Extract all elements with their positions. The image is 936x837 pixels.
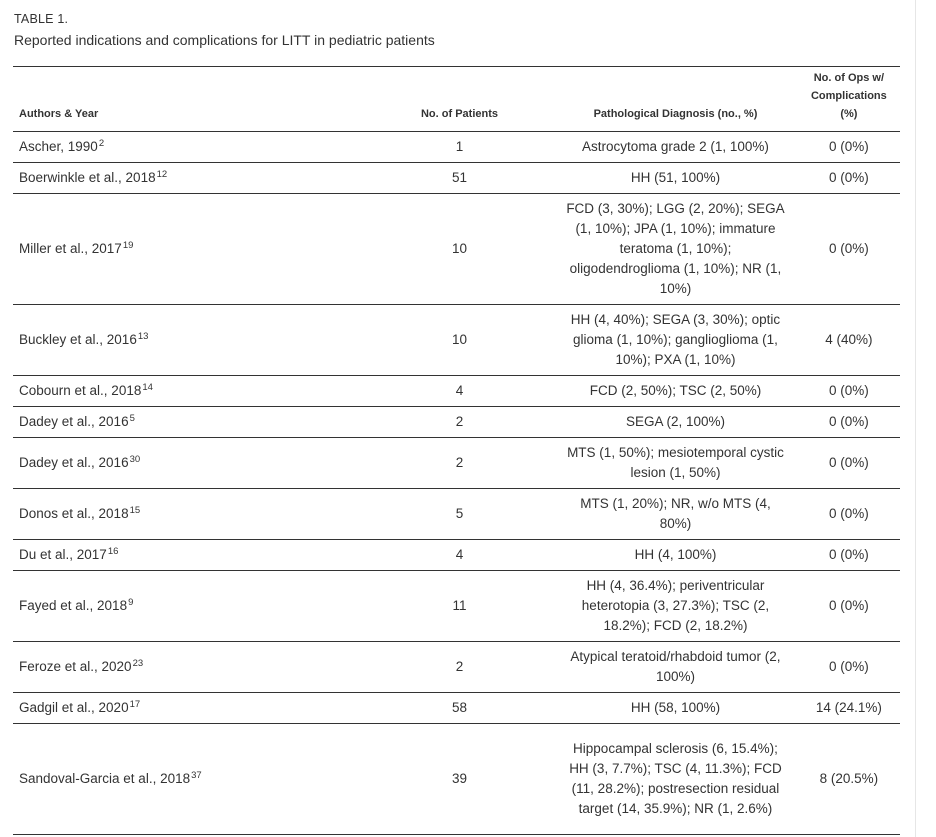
reference-superscript: 17 xyxy=(129,698,141,710)
author-text: Ascher, 1990 xyxy=(19,139,98,154)
table-row xyxy=(13,305,900,376)
table-body xyxy=(13,132,900,835)
cell-patients: 4 xyxy=(366,376,553,407)
table-caption xyxy=(14,12,435,48)
table-row xyxy=(13,163,900,194)
cell-diagnosis: MTS (1, 20%); NR, w/o MTS (4, 80%) xyxy=(553,489,798,540)
cell-complications: 0 (0%) xyxy=(798,407,900,438)
cell-diagnosis: SEGA (2, 100%) xyxy=(553,407,798,438)
author-text: Cobourn et al., 2018 xyxy=(19,383,142,398)
cell-complications: 0 (0%) xyxy=(798,132,900,163)
cell-diagnosis: HH (4, 100%) xyxy=(553,540,798,571)
author-text: Du et al., 2017 xyxy=(19,547,107,562)
table-row xyxy=(13,642,900,693)
cell-author xyxy=(13,194,366,305)
table-row xyxy=(13,571,900,642)
cell-author xyxy=(13,489,366,540)
table-label: TABLE 1. xyxy=(14,12,69,26)
author-text: Buckley et al., 2016 xyxy=(19,332,137,347)
cell-diagnosis: FCD (2, 50%); TSC (2, 50%) xyxy=(553,376,798,407)
reference-superscript: 9 xyxy=(128,596,134,608)
reference-superscript: 16 xyxy=(107,545,119,557)
cell-diagnosis: HH (58, 100%) xyxy=(553,693,798,724)
cell-diagnosis: MTS (1, 50%); mesiotemporal cystic lesion (1, 50%) xyxy=(553,438,798,489)
cell-patients: 2 xyxy=(366,438,553,489)
page-right-rule xyxy=(915,0,916,837)
reference-superscript: 30 xyxy=(129,453,141,465)
cell-author xyxy=(13,305,366,376)
cell-complications: 0 (0%) xyxy=(798,540,900,571)
author-text: Donos et al., 2018 xyxy=(19,506,129,521)
cell-patients: 5 xyxy=(366,489,553,540)
cell-patients: 51 xyxy=(366,163,553,194)
cell-author xyxy=(13,571,366,642)
cell-complications: 0 (0%) xyxy=(798,489,900,540)
table-title: Reported indications and complications for LITT in pediatric patients xyxy=(14,32,435,48)
cell-complications: 8 (20.5%) xyxy=(798,724,900,835)
cell-author xyxy=(13,540,366,571)
table-row xyxy=(13,724,900,835)
cell-patients: 1 xyxy=(366,132,553,163)
cell-diagnosis: HH (4, 36.4%); periventricular heterotopia (3, 27.3%); TSC (2, 18.2%); FCD (2, 18.2%) xyxy=(553,571,798,642)
cell-complications: 0 (0%) xyxy=(798,571,900,642)
table-row xyxy=(13,194,900,305)
author-text: Dadey et al., 2016 xyxy=(19,414,129,429)
cell-author xyxy=(13,724,366,835)
reference-superscript: 13 xyxy=(137,330,149,342)
author-text: Feroze et al., 2020 xyxy=(19,659,132,674)
header-authors: Authors & Year xyxy=(13,67,366,132)
cell-complications: 0 (0%) xyxy=(798,194,900,305)
cell-diagnosis: Atypical teratoid/rhabdoid tumor (2, 100%) xyxy=(553,642,798,693)
table-row xyxy=(13,693,900,724)
cell-author xyxy=(13,642,366,693)
table-row xyxy=(13,540,900,571)
cell-diagnosis: HH (4, 40%); SEGA (3, 30%); optic glioma (1, 10%); ganglioglioma (1, 10%); PXA (1, 10%) xyxy=(553,305,798,376)
cell-complications: 14 (24.1%) xyxy=(798,693,900,724)
cell-patients: 39 xyxy=(366,724,553,835)
author-text: Dadey et al., 2016 xyxy=(19,455,129,470)
cell-diagnosis: HH (51, 100%) xyxy=(553,163,798,194)
cell-author xyxy=(13,132,366,163)
author-text: Fayed et al., 2018 xyxy=(19,598,128,613)
reference-superscript: 2 xyxy=(98,137,105,149)
cell-patients: 11 xyxy=(366,571,553,642)
cell-diagnosis: FCD (3, 30%); LGG (2, 20%); SEGA (1, 10%); JPA (1, 10%); immature teratoma (1, 10%); oligodendroglioma (1, 10%); NR (1, 10%) xyxy=(553,194,798,305)
reference-superscript: 12 xyxy=(156,168,168,180)
table-row xyxy=(13,489,900,540)
header-patients: No. of Patients xyxy=(366,67,553,132)
cell-author xyxy=(13,438,366,489)
cell-patients: 2 xyxy=(366,407,553,438)
cell-patients: 10 xyxy=(366,194,553,305)
cell-patients: 10 xyxy=(366,305,553,376)
table-row xyxy=(13,132,900,163)
reference-superscript: 5 xyxy=(129,412,135,424)
cell-diagnosis: Astrocytoma grade 2 (1, 100%) xyxy=(553,132,798,163)
cell-diagnosis: Hippocampal sclerosis (6, 15.4%); HH (3, 7.7%); TSC (4, 11.3%); FCD (11, 28.2%); postresection residual target (14, 35.9%); NR (1, 2.6%) xyxy=(553,724,798,835)
author-text: Boerwinkle et al., 2018 xyxy=(19,170,156,185)
cell-patients: 2 xyxy=(366,642,553,693)
table-row xyxy=(13,407,900,438)
cell-patients: 4 xyxy=(366,540,553,571)
header-complications: No. of Ops w/ Complications (%) xyxy=(798,67,900,132)
cell-complications: 0 (0%) xyxy=(798,163,900,194)
cell-complications: 0 (0%) xyxy=(798,376,900,407)
cell-author xyxy=(13,376,366,407)
author-text: Sandoval-Garcia et al., 2018 xyxy=(19,771,191,786)
cell-complications: 0 (0%) xyxy=(798,642,900,693)
reference-superscript: 19 xyxy=(122,239,134,251)
cell-author xyxy=(13,693,366,724)
cell-complications: 4 (40%) xyxy=(798,305,900,376)
reference-superscript: 15 xyxy=(129,504,141,516)
cell-author xyxy=(13,163,366,194)
table-row xyxy=(13,438,900,489)
table-row xyxy=(13,376,900,407)
litt-indications-table xyxy=(13,66,900,835)
table-header-row xyxy=(13,67,900,132)
header-diagnosis: Pathological Diagnosis (no., %) xyxy=(553,67,798,132)
reference-superscript: 23 xyxy=(132,657,144,669)
author-text: Gadgil et al., 2020 xyxy=(19,700,129,715)
cell-complications: 0 (0%) xyxy=(798,438,900,489)
reference-superscript: 37 xyxy=(191,769,202,781)
reference-superscript: 14 xyxy=(142,381,153,393)
cell-patients: 58 xyxy=(366,693,553,724)
author-text: Miller et al., 2017 xyxy=(19,241,122,256)
cell-author xyxy=(13,407,366,438)
